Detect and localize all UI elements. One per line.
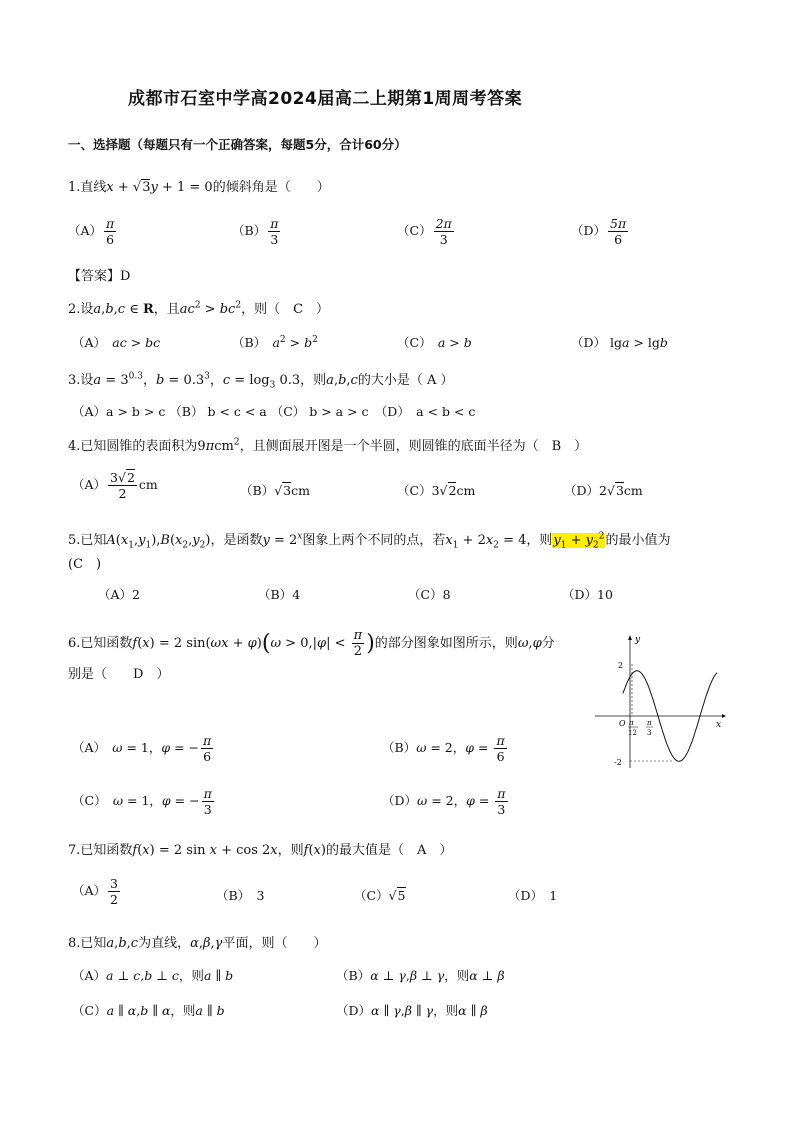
tick1-den: 12: [628, 729, 637, 737]
q1-answer: 【答案】D: [68, 269, 131, 284]
q4-option-d: （D）2√3cm: [564, 483, 643, 498]
question-1: 1.直线x + √3y + 1 = 0的倾斜角是（ ）: [68, 180, 330, 195]
q7-option-c: （C）√5: [354, 888, 406, 903]
question-8: 8.已知a,b,c为直线，α,β,γ平面，则（ ）: [68, 936, 327, 951]
y-max-label: 2: [618, 661, 624, 670]
q7-option-b: （B） 3: [216, 888, 265, 903]
q5-answer: (C ): [68, 557, 102, 572]
q5-option-c: （C）8: [408, 587, 451, 602]
page-title: 成都市石室中学高2024届高二上期第1周周考答案: [128, 89, 523, 109]
section-heading: 一、选择题（每题只有一个正确答案，每题5分，合计60分）: [68, 137, 407, 152]
q5-option-b: （B）4: [258, 587, 301, 602]
q7-option-a: （A） $\frac{3}{2}$: [72, 876, 118, 907]
q1-option-d: （D） $\frac{5\pi}{6}$: [571, 216, 627, 247]
question-4: 4.已知圆锥的表面积为9πcm$^2$，且侧面展开图是一个半圆，则圆锥的底面半径为（ B ）: [68, 437, 588, 454]
y-min-label: -2: [614, 758, 622, 767]
question-7: 7.已知函数f(x) = 2 sin x + cos 2x，则f(x)的最大值是（ A ）: [68, 843, 453, 858]
q6-line2: 别是（ D ）: [68, 667, 170, 682]
q5-option-a: （A）2: [98, 587, 140, 602]
origin-label: O: [619, 719, 626, 728]
q4-option-c: （C）3√2cm: [397, 483, 476, 498]
q2-option-d: （D） lga > lgb: [571, 335, 668, 350]
q1-option-a: （A） $\frac{\pi}{6}$: [68, 216, 115, 247]
q6-option-a: （A） ω = 1，φ = − $\frac{\pi}{6}$: [72, 733, 212, 764]
q2-option-a: （A） ac > bc: [72, 335, 161, 350]
q2-option-c: （C） a > b: [397, 335, 472, 350]
q7-option-d: （D） 1: [508, 888, 558, 903]
q8-option-d: （D）α ∥ γ,β ∥ γ，则α ∥ β: [336, 1003, 488, 1018]
tick2-den: 3: [647, 729, 652, 737]
q4-option-b: （B）√3cm: [240, 483, 310, 498]
tick1-num: π: [629, 719, 634, 727]
question-3: 3.设$a = 3^{0.3}$，$b = 0.3^3$，$c = \log_3 0.3$，则a,b,c的大小是（ A ）: [68, 371, 454, 391]
question-2: 2.设a,b,c ∈ R，且$ac^2 > bc^2$，则（ C ）: [68, 300, 330, 317]
tick2-num: π: [647, 719, 652, 727]
q2-option-b: （B） $a^2 > b^2$: [232, 334, 318, 350]
q6-option-d: （D）ω = 2，φ = $\frac{\pi}{3}$: [382, 786, 506, 817]
q1-option-c: （C） $\frac{2\pi}{3}$: [397, 216, 452, 247]
q3-options: （A）a > b > c （B） b < c < a （C） b > a > c （D） a < b < c: [72, 404, 476, 419]
highlighted-expression: $y_1 + y_2^2$: [553, 531, 605, 551]
q5-option-d: （D）10: [562, 587, 613, 602]
q1-option-b: （B） $\frac{\pi}{3}$: [232, 216, 279, 247]
question-5: 5.已知$A(x_1,y_1),B(x_2,y_2)$，是函数$y = 2^x$图象上两个不同的点，若$x_1 + 2x_2 = 4$，则$y_1 + y_2^2$的最小值为: [68, 531, 671, 551]
question-6: 6.已知函数f(x) = 2 sin(ωx + φ)(ω > 0,|φ| < $\frac{\pi}{2}$ )的部分图象如图所示，则ω,φ分: [68, 628, 555, 659]
x-axis-label: x: [716, 720, 722, 730]
q8-option-b: （B）α ⊥ γ,β ⊥ γ，则α ⊥ β: [336, 968, 505, 983]
y-axis-label: y: [635, 635, 641, 645]
q6-option-c: （C） ω = 1，φ = − $\frac{\pi}{3}$: [72, 786, 212, 817]
q6-option-b: （B）ω = 2，φ = $\frac{\pi}{6}$: [382, 733, 505, 764]
q4-option-a: （A） $\frac{3√2}{2}$ cm: [72, 470, 158, 501]
q6-sine-graph: [590, 628, 730, 778]
q8-option-c: （C）a ∥ α,b ∥ α，则a ∥ b: [72, 1003, 225, 1018]
q8-option-a: （A）a ⊥ c,b ⊥ c，则a ∥ b: [72, 968, 234, 983]
q1-equation: x: [106, 180, 114, 195]
